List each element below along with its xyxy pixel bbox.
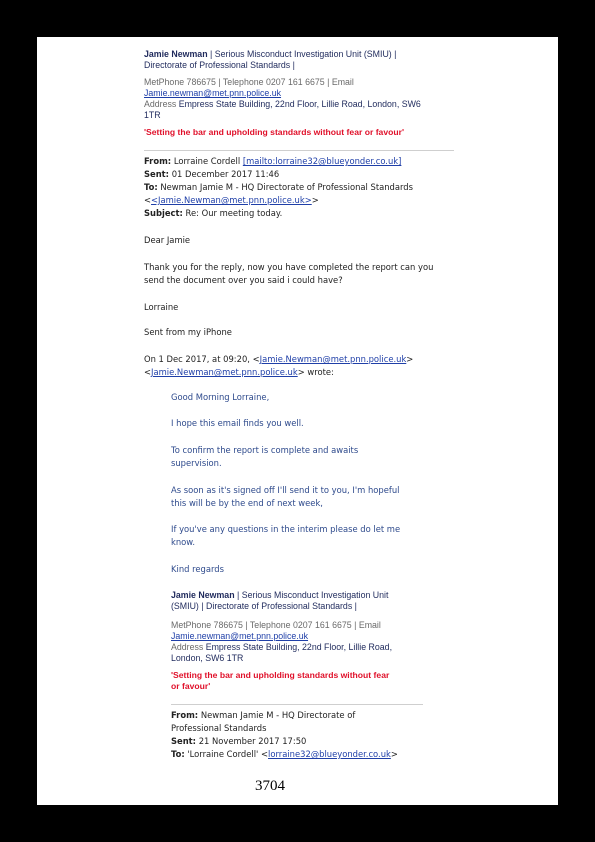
- quote-intro-lt: <: [144, 367, 152, 377]
- email0-from-line: [171, 709, 355, 722]
- qsig-address-cont: London, SW6 1TR: [171, 653, 244, 663]
- qsig-phone-line: MetPhone 786675 | Telephone 0207 161 6675 | Email: [171, 620, 381, 630]
- quoted-greeting: Good Morning Lorraine,: [171, 392, 270, 402]
- qsig-motto-line2: or favour': [171, 681, 211, 691]
- quote-intro-wrote: > wrote:: [297, 367, 334, 377]
- qsig-address: Empress State Building, 22nd Floor, Lillie Road,: [205, 642, 393, 652]
- quoted-header-divider: [171, 704, 423, 705]
- email0-from-value: Newman Jamie M - HQ Directorate of: [198, 710, 356, 720]
- qsig-address-label: Address: [171, 642, 206, 652]
- email1-to-line: [144, 181, 413, 194]
- qsig-address-line: [171, 642, 392, 653]
- email0-to-line: [171, 748, 398, 761]
- qsig-email-link[interactable]: Jamie.newman@met.pnn.police.uk: [171, 631, 309, 641]
- qsig-name: Jamie Newman: [171, 590, 235, 600]
- email0-from-cont: Professional Standards: [171, 723, 267, 733]
- quote-intro-end: >: [406, 354, 414, 364]
- sig-address-line: [144, 99, 421, 110]
- email1-to-address: <<Jamie.Newman@met.pnn.police.uk>>: [144, 195, 319, 205]
- email0-from-label: From:: [171, 710, 199, 720]
- quote-intro-text: On 1 Dec 2017, at 09:20, <: [144, 354, 260, 364]
- from-label: From:: [144, 156, 172, 166]
- qsig-motto-line1: 'Setting the bar and upholding standards without fear: [171, 670, 390, 680]
- email0-to-label: To:: [171, 749, 185, 759]
- email1-signoff: Lorraine: [144, 302, 179, 312]
- sig-address: Empress State Building, 22nd Floor, Lillie Road, London, SW6: [178, 99, 421, 109]
- sig-name-line: [144, 49, 396, 60]
- qsig-directorate: (SMIU) | Directorate of Professional Standards |: [171, 601, 357, 611]
- sig-address-label: Address: [144, 99, 179, 109]
- quoted-line1: I hope this email finds you well.: [171, 418, 304, 428]
- email1-greeting: Dear Jamie: [144, 235, 191, 245]
- from-mailto-link[interactable]: [mailto:lorraine32@blueyonder.co.uk]: [242, 156, 402, 166]
- email0-sent-label: Sent:: [171, 736, 197, 746]
- to-label: To:: [144, 182, 158, 192]
- quoted-line2b: supervision.: [171, 458, 222, 468]
- email0-to-link[interactable]: lorraine32@blueyonder.co.uk: [268, 749, 391, 759]
- sig-title: | Serious Misconduct Investigation Unit (SMIU) |: [207, 49, 397, 59]
- email0-sent-line: [171, 735, 306, 748]
- to-email-link[interactable]: <Jamie.Newman@met.pnn.police.uk>: [151, 195, 312, 205]
- quote-intro-link1[interactable]: Jamie.Newman@met.pnn.police.uk: [259, 354, 407, 364]
- subject-label: Subject:: [144, 208, 183, 218]
- sig-name: Jamie Newman: [144, 49, 208, 59]
- sig-email-link[interactable]: Jamie.newman@met.pnn.police.uk: [144, 88, 282, 98]
- from-value: Lorraine Cordell: [171, 156, 243, 166]
- qsig-title: | Serious Misconduct Investigation Unit: [234, 590, 389, 600]
- sig-phone-line: MetPhone 786675 | Telephone 0207 161 6675 | Email: [144, 77, 354, 87]
- email1-subject-line: [144, 207, 282, 220]
- email1-sent-line: [144, 168, 279, 181]
- email0-to-end: >: [390, 749, 398, 759]
- sent-value: 01 December 2017 11:46: [169, 169, 280, 179]
- header-divider: [144, 150, 454, 151]
- quoted-regards: Kind regards: [171, 564, 224, 574]
- sig-address-cont: 1TR: [144, 110, 161, 120]
- to-value: Newman Jamie M - HQ Directorate of Professional Standards: [157, 182, 413, 192]
- document-page: [37, 37, 558, 805]
- quoted-line2a: To confirm the report is complete and awaits: [171, 445, 359, 455]
- quoted-line4b: know.: [171, 537, 196, 547]
- email1-para-line1: Thank you for the reply, now you have completed the report can you: [144, 262, 434, 272]
- email0-sent-value: 21 November 2017 17:50: [196, 736, 307, 746]
- qsig-name-line: [171, 590, 388, 601]
- sent-label: Sent:: [144, 169, 170, 179]
- sig-motto: 'Setting the bar and upholding standards without fear or favour': [144, 127, 404, 137]
- email1-from-line: [144, 155, 401, 168]
- sig-directorate: Directorate of Professional Standards |: [144, 60, 295, 70]
- email1-para-line2: send the document over you said i could have?: [144, 275, 343, 285]
- quoted-line3a: As soon as it's signed off I'll send it to you, I'm hopeful: [171, 485, 400, 495]
- subject-value: Re: Our meeting today.: [182, 208, 283, 218]
- quoted-line3b: this will be by the end of next week,: [171, 498, 323, 508]
- quote-intro-link2[interactable]: Jamie.Newman@met.pnn.police.uk: [151, 367, 298, 377]
- quoted-line4a: If you've any questions in the interim please do let me: [171, 524, 401, 534]
- email0-to-value: 'Lorraine Cordell' <: [184, 749, 269, 759]
- quote-intro-line2: [144, 366, 334, 379]
- email1-sent-from: Sent from my iPhone: [144, 327, 232, 337]
- page-number: 3704: [255, 778, 285, 794]
- quote-intro-line1: [144, 353, 413, 366]
